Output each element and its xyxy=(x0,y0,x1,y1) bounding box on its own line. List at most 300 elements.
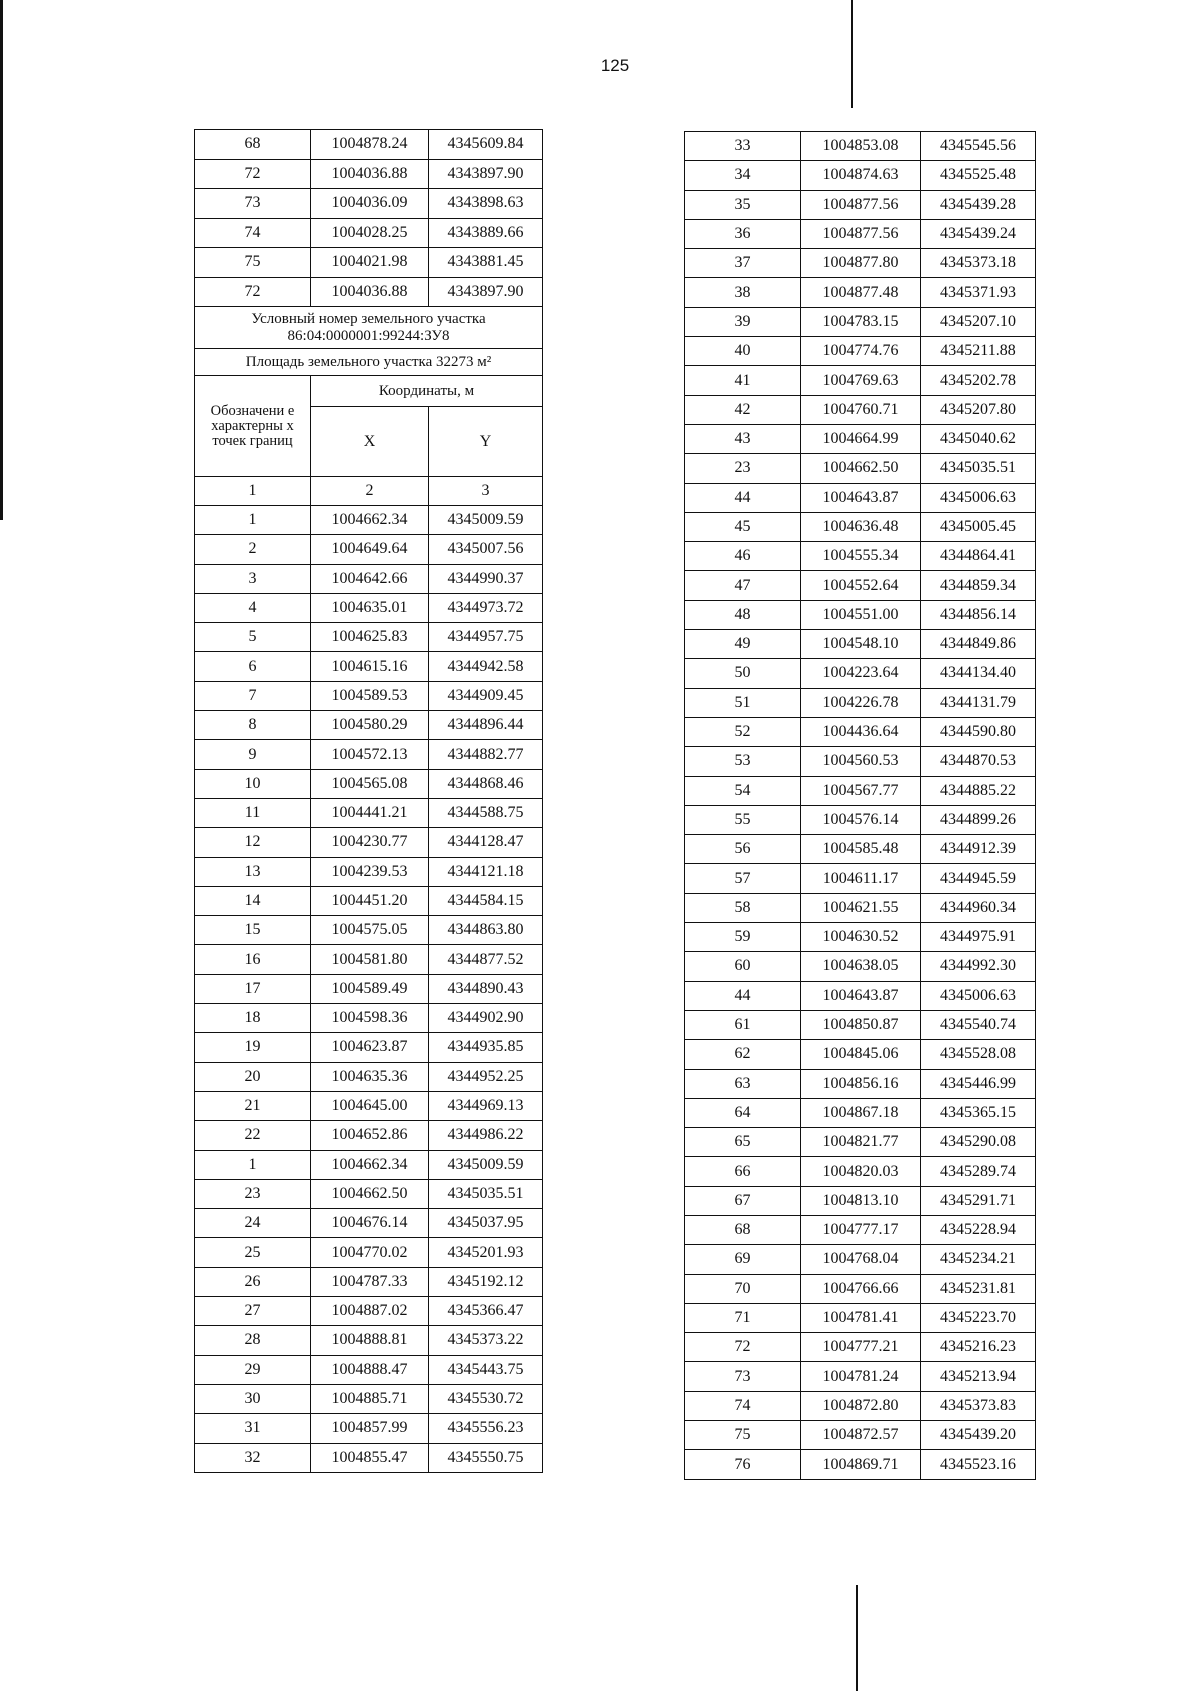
x-coordinate: 1004645.00 xyxy=(311,1091,429,1120)
x-coordinate: 1004878.24 xyxy=(311,130,429,160)
x-coordinate: 1004638.05 xyxy=(801,952,921,981)
x-coordinate: 1004867.18 xyxy=(801,1098,921,1127)
x-coordinate: 1004662.50 xyxy=(801,454,921,483)
point-number: 63 xyxy=(685,1069,801,1098)
y-coordinate: 4345006.63 xyxy=(921,483,1036,512)
right-data-rows xyxy=(685,132,1036,1480)
y-coordinate: 4344885.22 xyxy=(921,776,1036,805)
y-coordinate: 4345371.93 xyxy=(921,278,1036,307)
point-number: 7 xyxy=(195,681,311,710)
y-coordinate: 4345290.08 xyxy=(921,1128,1036,1157)
y-coordinate: 4344890.43 xyxy=(429,974,543,1003)
table-row xyxy=(685,483,1036,512)
table-row xyxy=(195,1297,543,1326)
table-row xyxy=(685,366,1036,395)
table-row xyxy=(685,1098,1036,1127)
point-number: 32 xyxy=(195,1443,311,1472)
x-coordinate: 1004877.48 xyxy=(801,278,921,307)
y-coordinate: 4345035.51 xyxy=(429,1179,543,1208)
table-row xyxy=(195,974,543,1003)
point-number: 49 xyxy=(685,630,801,659)
point-number: 16 xyxy=(195,945,311,974)
point-number: 20 xyxy=(195,1062,311,1091)
table-row xyxy=(685,1333,1036,1362)
table-row xyxy=(685,893,1036,922)
point-number: 9 xyxy=(195,740,311,769)
y-coordinate: 4345550.75 xyxy=(429,1443,543,1472)
y-coordinate: 4343881.45 xyxy=(429,248,543,278)
y-coordinate: 4344986.22 xyxy=(429,1121,543,1150)
point-number: 3 xyxy=(195,564,311,593)
point-number: 68 xyxy=(685,1215,801,1244)
y-coordinate: 4345289.74 xyxy=(921,1157,1036,1186)
y-coordinate: 4345213.94 xyxy=(921,1362,1036,1391)
y-coordinate: 4344992.30 xyxy=(921,952,1036,981)
table-row xyxy=(685,1245,1036,1274)
table-row xyxy=(195,1033,543,1062)
point-number: 33 xyxy=(685,132,801,161)
table-row xyxy=(685,747,1036,776)
x-coordinate: 1004662.34 xyxy=(311,506,429,535)
binding-line-top xyxy=(851,0,853,108)
table-row xyxy=(195,535,543,564)
y-coordinate: 4345373.18 xyxy=(921,249,1036,278)
x-coordinate: 1004451.20 xyxy=(311,886,429,915)
x-coordinate: 1004642.66 xyxy=(311,564,429,593)
point-number: 21 xyxy=(195,1091,311,1120)
table-row xyxy=(685,1450,1036,1479)
table-row xyxy=(685,219,1036,248)
x-coordinate: 1004223.64 xyxy=(801,659,921,688)
x-coordinate: 1004783.15 xyxy=(801,307,921,336)
table-row xyxy=(685,424,1036,453)
table-row xyxy=(685,395,1036,424)
y-coordinate: 4344863.80 xyxy=(429,916,543,945)
y-coordinate: 4345540.74 xyxy=(921,1010,1036,1039)
point-number: 74 xyxy=(195,218,311,248)
point-number: 51 xyxy=(685,688,801,717)
table-row xyxy=(685,805,1036,834)
y-coordinate: 4345035.51 xyxy=(921,454,1036,483)
x-coordinate: 1004777.17 xyxy=(801,1215,921,1244)
y-coordinate: 4344870.53 xyxy=(921,747,1036,776)
point-number: 27 xyxy=(195,1297,311,1326)
y-coordinate: 4344588.75 xyxy=(429,798,543,827)
y-coordinate: 4344957.75 xyxy=(429,623,543,652)
y-coordinate: 4345556.23 xyxy=(429,1414,543,1443)
x-coordinate: 1004625.83 xyxy=(311,623,429,652)
parcel-number-label: Условный номер земельного участка xyxy=(251,310,486,327)
y-coordinate: 4345365.15 xyxy=(921,1098,1036,1127)
y-coordinate: 4345234.21 xyxy=(921,1245,1036,1274)
x-coordinate: 1004872.57 xyxy=(801,1421,921,1450)
point-number: 53 xyxy=(685,747,801,776)
y-coordinate: 4345202.78 xyxy=(921,366,1036,395)
x-coordinate: 1004787.33 xyxy=(311,1267,429,1296)
table-row xyxy=(195,769,543,798)
table-row xyxy=(195,218,543,248)
point-number: 35 xyxy=(685,190,801,219)
x-coordinate: 1004576.14 xyxy=(801,805,921,834)
y-coordinate: 4345006.63 xyxy=(921,981,1036,1010)
point-number: 74 xyxy=(685,1391,801,1420)
y-coordinate: 4345291.71 xyxy=(921,1186,1036,1215)
point-number: 73 xyxy=(685,1362,801,1391)
table-row xyxy=(195,623,543,652)
x-coordinate: 1004887.02 xyxy=(311,1297,429,1326)
column-number-2: 2 xyxy=(311,477,429,506)
left-top-rows xyxy=(195,130,543,307)
x-coordinate: 1004813.10 xyxy=(801,1186,921,1215)
table-row xyxy=(685,571,1036,600)
x-coordinate: 1004036.88 xyxy=(311,159,429,189)
x-coordinate: 1004441.21 xyxy=(311,798,429,827)
point-number: 59 xyxy=(685,923,801,952)
table-row xyxy=(685,1391,1036,1420)
x-coordinate: 1004885.71 xyxy=(311,1384,429,1413)
point-number: 72 xyxy=(685,1333,801,1362)
y-coordinate: 4344902.90 xyxy=(429,1004,543,1033)
y-coordinate: 4344584.15 xyxy=(429,886,543,915)
x-coordinate: 1004630.52 xyxy=(801,923,921,952)
x-coordinate: 1004774.76 xyxy=(801,337,921,366)
point-number: 10 xyxy=(195,769,311,798)
x-coordinate: 1004872.80 xyxy=(801,1391,921,1420)
table-row xyxy=(195,1414,543,1443)
point-number: 46 xyxy=(685,542,801,571)
table-row xyxy=(685,688,1036,717)
y-coordinate: 4345192.12 xyxy=(429,1267,543,1296)
point-number: 55 xyxy=(685,805,801,834)
parcel-area: Площадь земельного участка 32273 м² xyxy=(195,349,543,376)
table-row xyxy=(195,564,543,593)
table-row xyxy=(195,828,543,857)
x-coordinate: 1004621.55 xyxy=(801,893,921,922)
y-header: Y xyxy=(429,407,543,477)
coordinates-header: Координаты, м xyxy=(311,376,543,407)
table-row xyxy=(195,593,543,622)
x-coordinate: 1004874.63 xyxy=(801,161,921,190)
point-number: 25 xyxy=(195,1238,311,1267)
point-number: 56 xyxy=(685,835,801,864)
point-number: 67 xyxy=(685,1186,801,1215)
table-row xyxy=(685,1069,1036,1098)
y-coordinate: 4345211.88 xyxy=(921,337,1036,366)
point-number: 75 xyxy=(685,1421,801,1450)
table-row xyxy=(685,776,1036,805)
point-number: 37 xyxy=(685,249,801,278)
y-coordinate: 4345530.72 xyxy=(429,1384,543,1413)
table-row xyxy=(685,835,1036,864)
y-coordinate: 4345373.22 xyxy=(429,1326,543,1355)
x-coordinate: 1004877.56 xyxy=(801,219,921,248)
point-number: 50 xyxy=(685,659,801,688)
x-coordinate: 1004877.80 xyxy=(801,249,921,278)
x-coordinate: 1004643.87 xyxy=(801,981,921,1010)
point-number: 72 xyxy=(195,159,311,189)
table-row xyxy=(685,1274,1036,1303)
y-coordinate: 4344909.45 xyxy=(429,681,543,710)
y-coordinate: 4344877.52 xyxy=(429,945,543,974)
parcel-number-cell xyxy=(195,307,543,349)
table-row xyxy=(685,512,1036,541)
point-number: 1 xyxy=(195,1150,311,1179)
point-number: 5 xyxy=(195,623,311,652)
point-number: 19 xyxy=(195,1033,311,1062)
table-row xyxy=(685,1303,1036,1332)
point-number: 15 xyxy=(195,916,311,945)
y-coordinate: 4344960.34 xyxy=(921,893,1036,922)
x-coordinate: 1004636.48 xyxy=(801,512,921,541)
table-row xyxy=(195,1267,543,1296)
point-number: 61 xyxy=(685,1010,801,1039)
point-number: 29 xyxy=(195,1355,311,1384)
table-row xyxy=(195,1326,543,1355)
y-coordinate: 4344864.41 xyxy=(921,542,1036,571)
x-coordinate: 1004036.09 xyxy=(311,189,429,219)
x-coordinate: 1004580.29 xyxy=(311,711,429,740)
table-row xyxy=(195,740,543,769)
point-number: 71 xyxy=(685,1303,801,1332)
x-coordinate: 1004845.06 xyxy=(801,1040,921,1069)
x-coordinate: 1004877.56 xyxy=(801,190,921,219)
x-coordinate: 1004853.08 xyxy=(801,132,921,161)
page-number: 125 xyxy=(600,56,630,75)
table-row xyxy=(685,864,1036,893)
y-coordinate: 4344868.46 xyxy=(429,769,543,798)
column-number-3: 3 xyxy=(429,477,543,506)
y-coordinate: 4345201.93 xyxy=(429,1238,543,1267)
x-coordinate: 1004676.14 xyxy=(311,1209,429,1238)
x-coordinate: 1004589.53 xyxy=(311,681,429,710)
y-coordinate: 4344131.79 xyxy=(921,688,1036,717)
table-row xyxy=(685,1362,1036,1391)
x-coordinate: 1004768.04 xyxy=(801,1245,921,1274)
point-number: 17 xyxy=(195,974,311,1003)
y-coordinate: 4345005.45 xyxy=(921,512,1036,541)
point-number: 26 xyxy=(195,1267,311,1296)
x-coordinate: 1004662.34 xyxy=(311,1150,429,1179)
x-coordinate: 1004781.41 xyxy=(801,1303,921,1332)
y-coordinate: 4345373.83 xyxy=(921,1391,1036,1420)
table-row xyxy=(685,1040,1036,1069)
x-coordinate: 1004869.71 xyxy=(801,1450,921,1479)
y-coordinate: 4344969.13 xyxy=(429,1091,543,1120)
x-coordinate: 1004652.86 xyxy=(311,1121,429,1150)
x-coordinate: 1004021.98 xyxy=(311,248,429,278)
point-number: 68 xyxy=(195,130,311,160)
point-number: 54 xyxy=(685,776,801,805)
point-number: 44 xyxy=(685,483,801,512)
x-coordinate: 1004664.99 xyxy=(801,424,921,453)
table-row xyxy=(685,249,1036,278)
y-coordinate: 4345228.94 xyxy=(921,1215,1036,1244)
table-row xyxy=(685,1128,1036,1157)
table-row xyxy=(685,923,1036,952)
point-number: 62 xyxy=(685,1040,801,1069)
y-coordinate: 4344935.85 xyxy=(429,1033,543,1062)
table-row xyxy=(195,1121,543,1150)
x-coordinate: 1004769.63 xyxy=(801,366,921,395)
table-row xyxy=(685,659,1036,688)
x-coordinate: 1004888.81 xyxy=(311,1326,429,1355)
point-label-header: Обозначени е характерны х точек границ xyxy=(195,376,311,477)
x-coordinate: 1004855.47 xyxy=(311,1443,429,1472)
table-row xyxy=(195,1091,543,1120)
y-coordinate: 4345207.80 xyxy=(921,395,1036,424)
point-number: 66 xyxy=(685,1157,801,1186)
y-coordinate: 4345366.47 xyxy=(429,1297,543,1326)
x-coordinate: 1004552.64 xyxy=(801,571,921,600)
x-coordinate: 1004766.66 xyxy=(801,1274,921,1303)
y-coordinate: 4345528.08 xyxy=(921,1040,1036,1069)
table-row xyxy=(685,952,1036,981)
x-coordinate: 1004239.53 xyxy=(311,857,429,886)
y-coordinate: 4343897.90 xyxy=(429,277,543,307)
left-edge-mark xyxy=(0,0,3,520)
coordinates-table-left xyxy=(194,129,543,1473)
table-row xyxy=(685,190,1036,219)
y-coordinate: 4344973.72 xyxy=(429,593,543,622)
table-row xyxy=(685,132,1036,161)
y-coordinate: 4345009.59 xyxy=(429,1150,543,1179)
x-coordinate: 1004548.10 xyxy=(801,630,921,659)
table-row xyxy=(685,630,1036,659)
point-number: 30 xyxy=(195,1384,311,1413)
table-row xyxy=(685,307,1036,336)
table-row xyxy=(195,711,543,740)
x-coordinate: 1004226.78 xyxy=(801,688,921,717)
table-row xyxy=(195,886,543,915)
x-coordinate: 1004572.13 xyxy=(311,740,429,769)
y-coordinate: 4345007.56 xyxy=(429,535,543,564)
y-coordinate: 4345216.23 xyxy=(921,1333,1036,1362)
x-coordinate: 1004770.02 xyxy=(311,1238,429,1267)
parcel-number-value: 86:04:0000001:99244:ЗУ8 xyxy=(287,327,450,344)
y-coordinate: 4345525.48 xyxy=(921,161,1036,190)
y-coordinate: 4344134.40 xyxy=(921,659,1036,688)
parcel-info xyxy=(195,307,543,506)
x-coordinate: 1004230.77 xyxy=(311,828,429,857)
table-row xyxy=(195,189,543,219)
table-row xyxy=(195,1355,543,1384)
y-coordinate: 4344128.47 xyxy=(429,828,543,857)
table-row xyxy=(195,277,543,307)
x-coordinate: 1004777.21 xyxy=(801,1333,921,1362)
point-number: 23 xyxy=(195,1179,311,1208)
table-row xyxy=(195,1384,543,1413)
point-number: 31 xyxy=(195,1414,311,1443)
table-row xyxy=(685,1186,1036,1215)
table-row xyxy=(195,857,543,886)
table-row xyxy=(685,542,1036,571)
point-number: 38 xyxy=(685,278,801,307)
point-number: 65 xyxy=(685,1128,801,1157)
point-number: 69 xyxy=(685,1245,801,1274)
table-row xyxy=(685,600,1036,629)
y-coordinate: 4344856.14 xyxy=(921,600,1036,629)
table-row xyxy=(685,1157,1036,1186)
table-row xyxy=(195,1004,543,1033)
y-coordinate: 4344990.37 xyxy=(429,564,543,593)
x-coordinate: 1004598.36 xyxy=(311,1004,429,1033)
point-number: 23 xyxy=(685,454,801,483)
point-number: 75 xyxy=(195,248,311,278)
y-coordinate: 4344899.26 xyxy=(921,805,1036,834)
y-coordinate: 4344121.18 xyxy=(429,857,543,886)
x-coordinate: 1004649.64 xyxy=(311,535,429,564)
x-coordinate: 1004036.88 xyxy=(311,277,429,307)
x-coordinate: 1004781.24 xyxy=(801,1362,921,1391)
binding-line-bottom xyxy=(856,1585,858,1691)
table-row xyxy=(195,159,543,189)
y-coordinate: 4345446.99 xyxy=(921,1069,1036,1098)
y-coordinate: 4345223.70 xyxy=(921,1303,1036,1332)
point-number: 11 xyxy=(195,798,311,827)
point-number: 28 xyxy=(195,1326,311,1355)
point-number: 76 xyxy=(685,1450,801,1479)
table-row xyxy=(195,1443,543,1472)
y-coordinate: 4345439.24 xyxy=(921,219,1036,248)
y-coordinate: 4345443.75 xyxy=(429,1355,543,1384)
table-row xyxy=(685,454,1036,483)
x-coordinate: 1004635.36 xyxy=(311,1062,429,1091)
point-number: 57 xyxy=(685,864,801,893)
y-coordinate: 4345439.20 xyxy=(921,1421,1036,1450)
x-coordinate: 1004436.64 xyxy=(801,717,921,746)
x-coordinate: 1004565.08 xyxy=(311,769,429,798)
x-coordinate: 1004611.17 xyxy=(801,864,921,893)
y-coordinate: 4344859.34 xyxy=(921,571,1036,600)
y-coordinate: 4345009.59 xyxy=(429,506,543,535)
table-row xyxy=(195,945,543,974)
point-number: 52 xyxy=(685,717,801,746)
x-coordinate: 1004581.80 xyxy=(311,945,429,974)
x-coordinate: 1004028.25 xyxy=(311,218,429,248)
y-coordinate: 4345037.95 xyxy=(429,1209,543,1238)
table-row xyxy=(195,506,543,535)
x-coordinate: 1004585.48 xyxy=(801,835,921,864)
table-row xyxy=(195,1150,543,1179)
y-coordinate: 4343889.66 xyxy=(429,218,543,248)
y-coordinate: 4345207.10 xyxy=(921,307,1036,336)
y-coordinate: 4344942.58 xyxy=(429,652,543,681)
point-number: 24 xyxy=(195,1209,311,1238)
x-coordinate: 1004820.03 xyxy=(801,1157,921,1186)
point-number: 45 xyxy=(685,512,801,541)
point-number: 2 xyxy=(195,535,311,564)
table-row xyxy=(195,1209,543,1238)
table-row xyxy=(195,248,543,278)
y-coordinate: 4344945.59 xyxy=(921,864,1036,893)
table-row xyxy=(195,130,543,160)
table-row xyxy=(195,1179,543,1208)
x-coordinate: 1004857.99 xyxy=(311,1414,429,1443)
x-coordinate: 1004635.01 xyxy=(311,593,429,622)
point-number: 60 xyxy=(685,952,801,981)
point-number: 12 xyxy=(195,828,311,857)
y-coordinate: 4345523.16 xyxy=(921,1450,1036,1479)
y-coordinate: 4344896.44 xyxy=(429,711,543,740)
table-row xyxy=(685,161,1036,190)
y-coordinate: 4344952.25 xyxy=(429,1062,543,1091)
column-number-1: 1 xyxy=(195,477,311,506)
x-coordinate: 1004551.00 xyxy=(801,600,921,629)
point-number: 41 xyxy=(685,366,801,395)
y-coordinate: 4344882.77 xyxy=(429,740,543,769)
y-coordinate: 4343897.90 xyxy=(429,159,543,189)
point-number: 48 xyxy=(685,600,801,629)
